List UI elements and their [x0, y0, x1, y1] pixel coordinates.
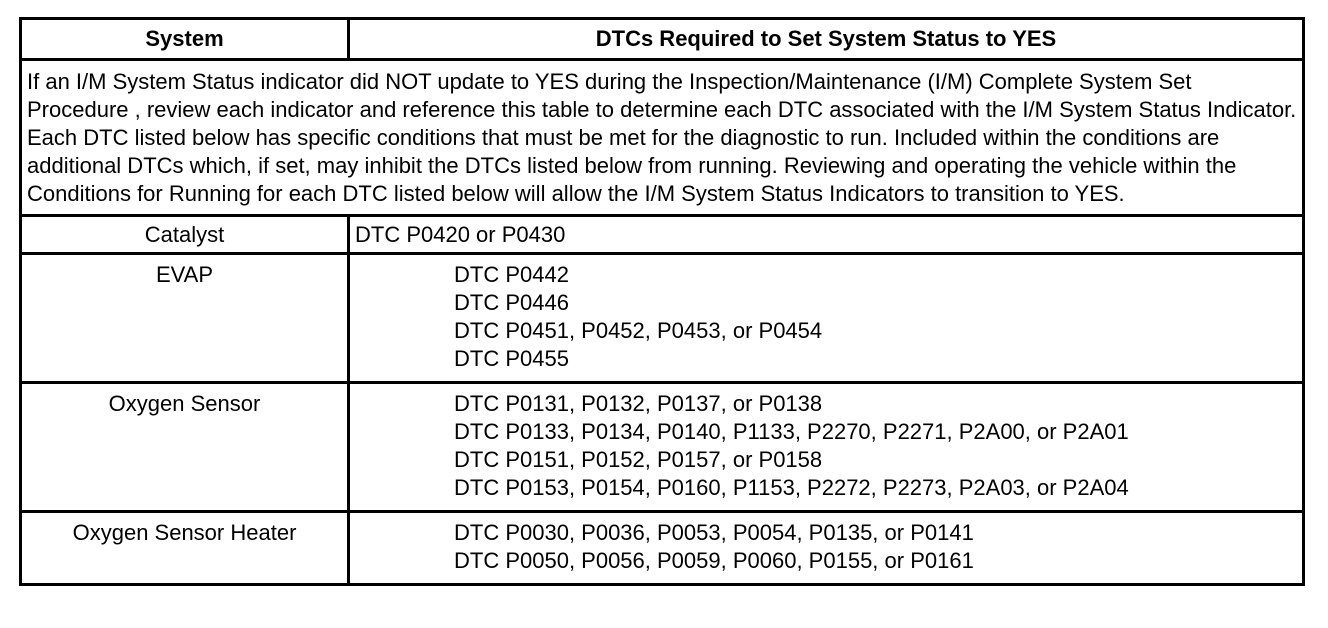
table-row: [21, 254, 1304, 383]
table-header-row: [21, 19, 1304, 60]
table-row: [21, 512, 1304, 585]
header-dtcs: DTCs Required to Set System Status to YES: [349, 19, 1304, 60]
system-catalyst: Catalyst: [21, 216, 349, 254]
system-oxygen-sensor-heater: Oxygen Sensor Heater: [21, 512, 349, 585]
table-row: [21, 216, 1304, 254]
dtc-line: DTC P0442: [454, 262, 569, 287]
header-system: System: [21, 19, 349, 60]
system-oxygen-sensor: Oxygen Sensor: [21, 383, 349, 512]
intro-row: [21, 60, 1304, 216]
intro-paragraph: If an I/M System Status indicator did NOT update to YES during the Inspection/Maintenance (I/M) Complete System Set Procedure , review each indicator and reference this table to determine each DTC associated with the I/M System Status Indicator. Each DTC listed below has specific conditions that must be met for the diagnostic to run. Included within the conditions are additional DTCs which, if set, may inhibit the DTCs listed below from running. Reviewing and operating the vehicle within the Conditions for Running for each DTC listed below will allow the I/M System Status Indicators to transition to YES.: [21, 60, 1304, 216]
dtc-list-evap: [349, 254, 1304, 383]
system-evap: EVAP: [21, 254, 349, 383]
dtc-system-status-table: [19, 17, 1305, 586]
dtc-line: DTC P0050, P0056, P0059, P0060, P0155, or P0161: [454, 548, 974, 573]
dtc-list-oxygen-sensor: [349, 383, 1304, 512]
dtc-line: DTC P0133, P0134, P0140, P1133, P2270, P2271, P2A00, or P2A01: [454, 419, 1129, 444]
dtc-line: DTC P0030, P0036, P0053, P0054, P0135, or P0141: [454, 520, 974, 545]
dtc-line: DTC P0446: [454, 290, 569, 315]
dtc-line: DTC P0131, P0132, P0137, or P0138: [454, 391, 823, 416]
dtc-line: DTC P0151, P0152, P0157, or P0158: [454, 447, 823, 472]
dtc-line: DTC P0451, P0452, P0453, or P0454: [454, 318, 823, 343]
dtc-line: DTC P0420 or P0430: [355, 222, 566, 247]
dtc-line: DTC P0455: [454, 346, 569, 371]
dtc-list-oxygen-sensor-heater: [349, 512, 1304, 585]
dtc-line: DTC P0153, P0154, P0160, P1153, P2272, P2273, P2A03, or P2A04: [454, 475, 1129, 500]
dtc-list-catalyst: [349, 216, 1304, 254]
table-row: [21, 383, 1304, 512]
